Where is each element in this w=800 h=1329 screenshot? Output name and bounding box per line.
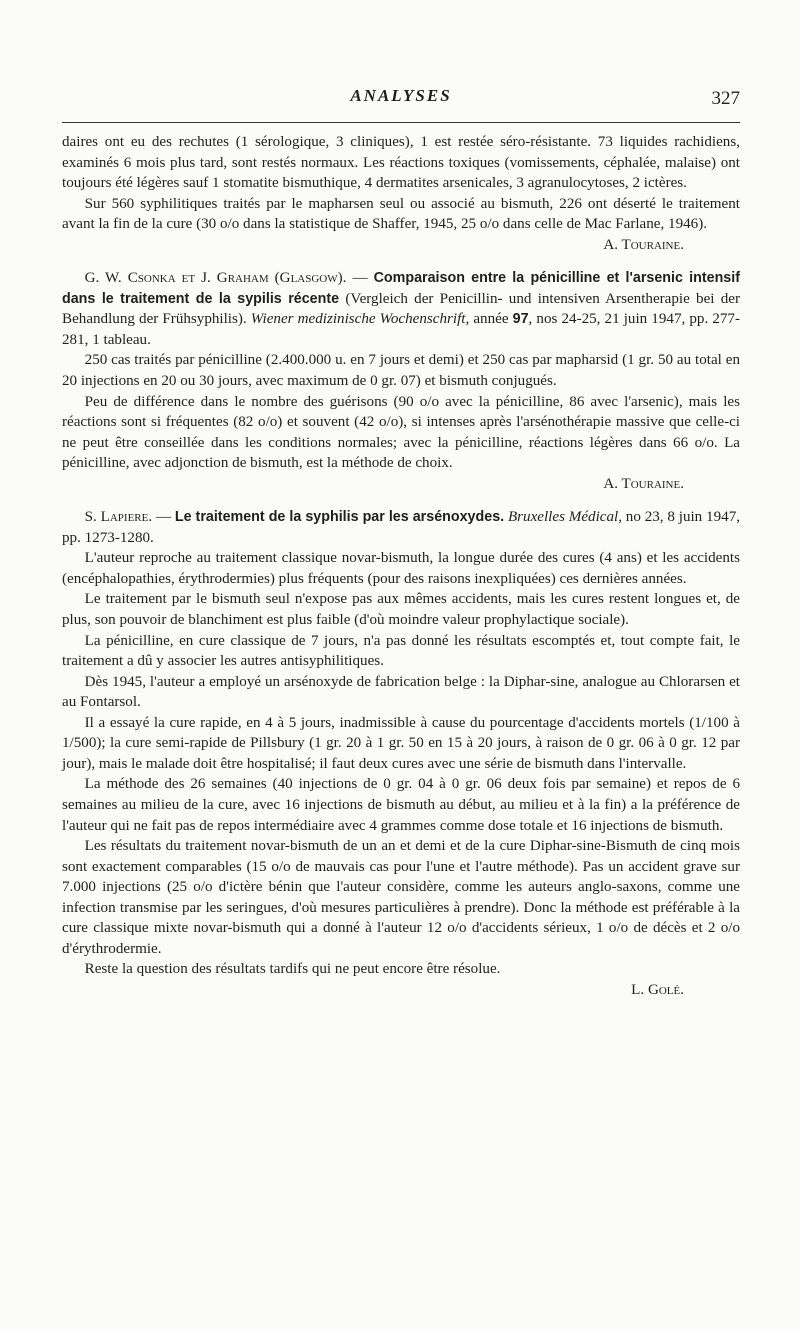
article-citation: G. W. Csonka et J. Graham (Glasgow). — Comparaison entre la pénicilline et l'arsenic intensif dans le traitement de la sypilis récente (Vergleich der Penicillin- und intensiven Arsentherapie bei der Behandlung der Frühsyphilis). Wiener medizinische Wochenschrift, année 97, nos 24-25, 21 juin 1947, pp. 277-281, 1 tableau.	[62, 270, 741, 348]
citation-details: , nos 24-25, 21 juin 1947, pp. 277-281, 1 tableau.	[62, 311, 740, 348]
signature: A. Touraine.	[603, 475, 684, 492]
paragraph: La méthode des 26 semaines (40 injections de 0 gr. 04 à 0 gr. 06 deux fois par semaine) et repos de 6 semaines au milieu de la cure, avec 16 injections de bismuth au début, au milieu et à la fin) a la préférence de l'auteur qui ne fait pas de repos intermédiaire avec 4 grammes comme dose totale et 16 injections de bismuth.	[62, 776, 740, 834]
signature: A. Touraine.	[603, 236, 684, 253]
running-title: ANALYSES	[350, 86, 452, 105]
header-rule	[62, 122, 740, 123]
paragraph: daires ont eu des rechutes (1 sérologique, 3 cliniques), 1 est restée séro-résistante. 73 liquides rachidiens, examinés 6 mois plus tard, sont restés normaux. Les réactions toxiques (vomissements, céphalée, malaise) ont toujours été légères sauf 1 stomatite bismuthique, 4 dermatites arsenicales, 3 agranulocytoses, 2 ictères.	[62, 134, 740, 192]
page-header	[62, 86, 740, 116]
journal-name: Wiener medizinische Wochenschrift,	[250, 311, 470, 328]
article-title: Le traitement de la syphilis par les arsénoxydes.	[174, 509, 505, 526]
article-title: Comparaison entre la pénicilline et l'arsenic intensif dans le traitement de la sypilis récente	[62, 270, 740, 307]
signature: L. Golé.	[631, 981, 684, 998]
article-translated-title: (Vergleich der Penicillin- und intensiven Arsentherapie bei der Behandlung der Frühsyphilis).	[62, 290, 741, 328]
paragraph: Il a essayé la cure rapide, en 4 à 5 jours, inadmissible à cause du pourcentage d'accidents mortels (1/100 à 1/500); la cure semi-rapide de Pillsbury (1 gr. 20 à 1 gr. 50 en 15 à 20 jours, à raison de 0 gr. 06 à 0 gr. 12 par jour), mais le malade doit être hospitalisé; il faut deux cures avec une série de bismuth dans l'intervalle.	[62, 714, 740, 772]
paragraph: La pénicilline, en cure classique de 7 jours, n'a pas donné les résultats escomptés et, tout compte fait, le traitement a dû y associer les autres antisyphilitiques.	[62, 632, 740, 670]
paragraph: Reste la question des résultats tardifs qui ne peut encore être résolue.	[84, 961, 501, 978]
paragraph: 250 cas traités par pénicilline (2.400.000 u. en 7 jours et demi) et 250 cas par mapharsid (1 gr. 50 au total en 20 injections en 20 ou 30 jours, avec maximum de 0 gr. 07) et bismuth conjugués.	[62, 352, 740, 390]
journal-volume: 97	[512, 311, 529, 328]
page-number: 327	[711, 88, 740, 109]
article-citation: S. Lapiere. — Le traitement de la syphilis par les arsénoxydes. Bruxelles Médical, no 23, 8 juin 1947, pp. 1273-1280.	[62, 509, 741, 546]
paragraph: L'auteur reproche au traitement classique novar-bismuth, la longue durée des cures (4 ans) et les accidents (encéphalopathies, érythrodermies) plus fréquents (pour des raisons inexpliquées) ces dernières années.	[62, 550, 740, 587]
article-authors: S. Lapiere.	[84, 509, 153, 526]
paragraph: Peu de différence dans le nombre des guérisons (90 o/o avec la pénicilline, 86 avec l'arsenic), mais les réactions sont si fréquentes (82 o/o) et souvent (42 o/o), si intenses après l'arsénothérapie massive que celle-ci ne peut être conseillée dans les conditions normales; avec la pénicilline, réactions légères dans 66 o/o. La pénicilline, avec adjonction de bismuth, est la méthode de choix.	[62, 393, 740, 472]
paragraph: Sur 560 syphilitiques traités par le mapharsen seul ou associé au bismuth, 226 ont déserté le traitement avant la fin de la cure (30 o/o dans la statistique de Shaffer, 1945, 25 o/o dans celle de Mac Farlane, 1946).	[62, 195, 740, 233]
paragraph: Les résultats du traitement novar-bismuth de un an et demi et de la cure Diphar-sine-Bismuth de cinq mois sont exactement comparables (15 o/o de mauvais cas pour l'une et l'autre méthode). Pas un accident grave sur 7.000 injections (25 o/o d'ictère bénin que l'auteur considère, comme les auteurs anglo-saxons, comme une infection transmise par les seringues, d'où mesures particulières à prendre). Donc la méthode est préférable à la cure classique mixte novar-bismuth qui a donné à l'auteur 12 o/o d'accidents sérieux, 1 o/o de décès et 2 o/o d'érythrodermie.	[62, 838, 740, 957]
page-body	[62, 132, 740, 1000]
citation-details: no 23, 8 juin 1947, pp. 1273-1280.	[62, 509, 741, 546]
article-authors: G. W. Csonka et J. Graham (Glasgow).	[84, 270, 347, 287]
journal-name: Bruxelles Médical,	[504, 509, 622, 526]
paragraph: Dès 1945, l'auteur a employé un arsénoxyde de fabrication belge : la Diphar-sine, analogue au Chlorarsen et au Fontarsol.	[62, 673, 740, 711]
paragraph: Le traitement par le bismuth seul n'expose pas aux mêmes accidents, mais les cures restent longues et, de plus, son pouvoir de blanchiment est plus faible (d'où moindre valeur prophylactique sociale).	[62, 591, 740, 629]
